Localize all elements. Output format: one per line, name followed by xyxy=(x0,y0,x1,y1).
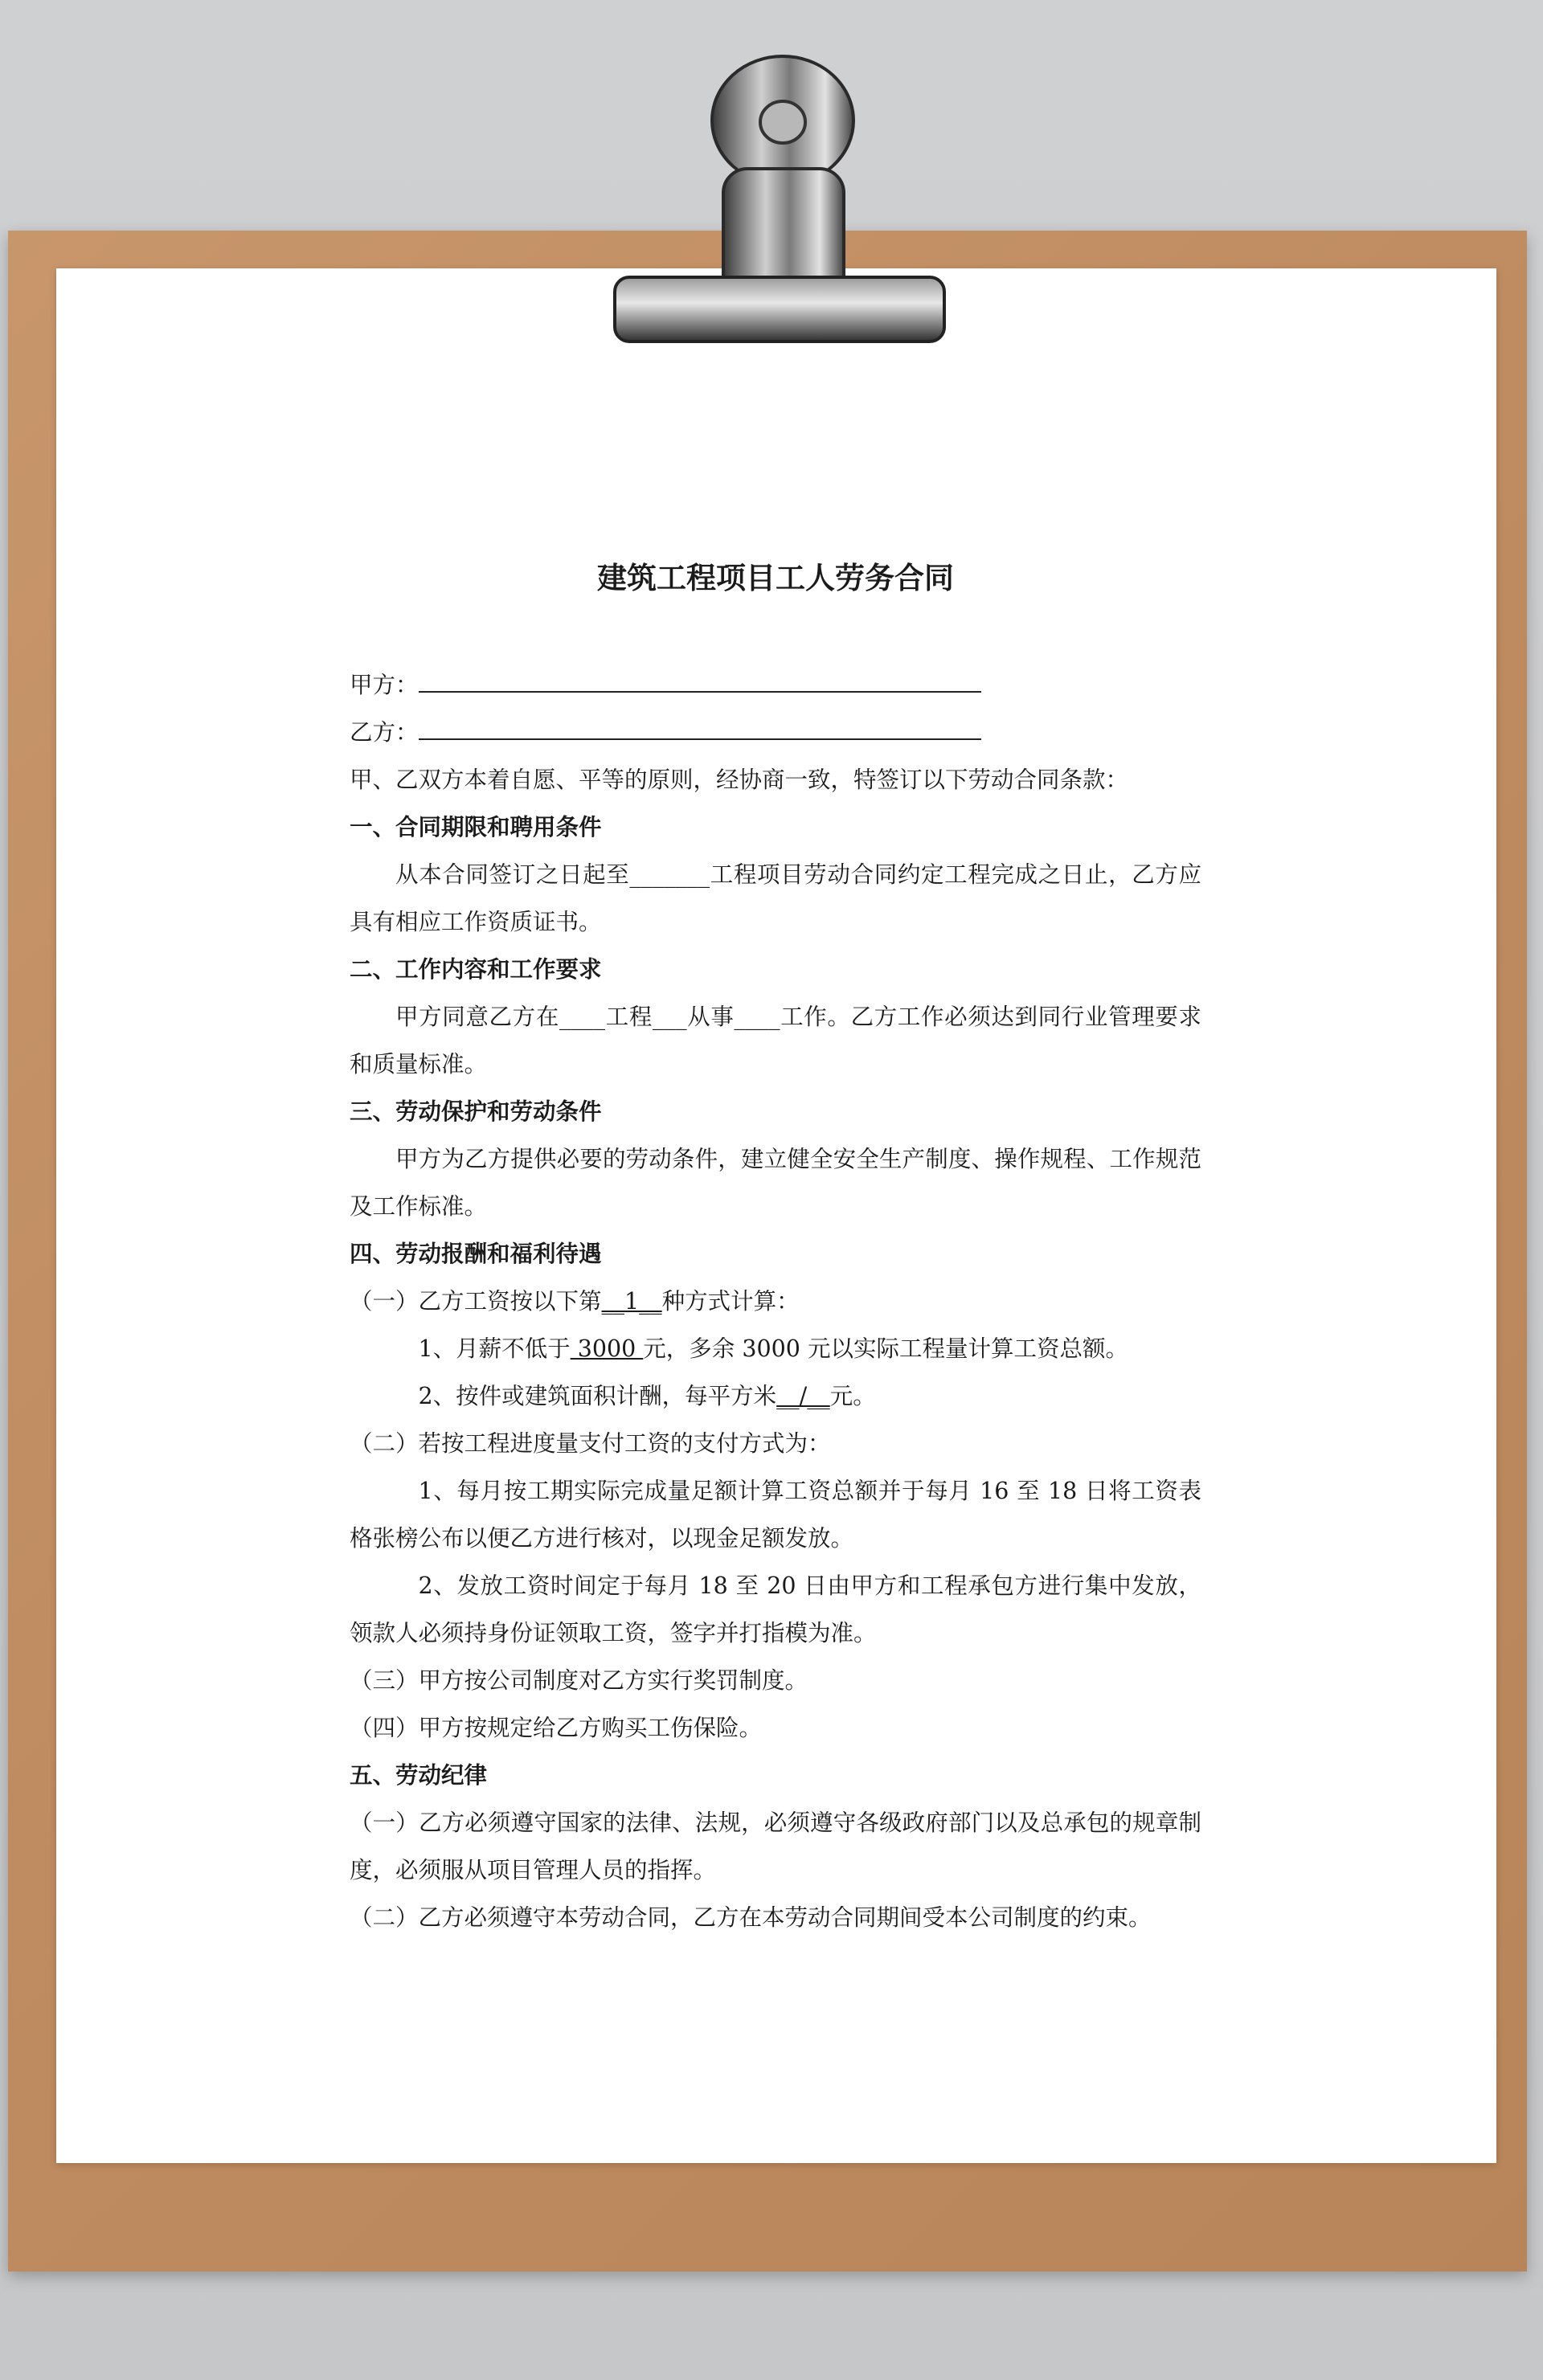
section-4-item-a1 xyxy=(350,1325,1201,1372)
section-4-item-c: （三）甲方按公司制度对乙方实行奖罚制度。 xyxy=(350,1667,808,1694)
item-a2-suffix: 元。 xyxy=(829,1383,876,1409)
item-a-suffix: 种方式计算： xyxy=(661,1288,800,1315)
section-5-item-b: （二）乙方必须遵守本劳动合同，乙方在本劳动合同期间受本公司制度的约束。 xyxy=(350,1904,1152,1931)
section-4-item-b1: 1、每月按工期实际完成量足额计算工资总额并于每月 16 至 18 日将工资表格张榜公布以便乙方进行核对，以现金足额发放。 xyxy=(350,1478,1201,1552)
party-a-blank xyxy=(419,672,981,693)
document-title: 建筑工程项目工人劳务合同 xyxy=(597,561,954,595)
section-3-heading: 三、劳动保护和劳动条件 xyxy=(350,1098,602,1125)
party-a-label: 甲方： xyxy=(350,672,419,698)
party-b-label: 乙方： xyxy=(350,719,419,746)
section-4-item-b: （二）若按工程进度量支付工资的支付方式为： xyxy=(350,1430,831,1457)
item-a1-prefix: 1、月薪不低于 xyxy=(418,1335,571,1362)
section-5-item-a: （一）乙方必须遵守国家的法律、法规，必须遵守各级政府部门以及总承包的规章制度，必须服从项目管理人员的指挥。 xyxy=(350,1810,1201,1883)
section-4-item-a xyxy=(350,1278,1201,1325)
item-a2-value: __/__ xyxy=(776,1383,830,1409)
binder-clip-icon xyxy=(579,48,956,354)
item-a-value: __1__ xyxy=(601,1288,662,1315)
intro-text: 甲、乙双方本着自愿、平等的原则，经协商一致，特签订以下劳动合同条款： xyxy=(350,767,1129,793)
item-a1-value: 3000 xyxy=(570,1335,644,1362)
item-a-prefix: （一）乙方工资按以下第 xyxy=(350,1288,602,1315)
contract-document xyxy=(350,554,1201,1941)
section-1-text: 从本合同签订之日起至_______工程项目劳动合同约定工程完成之日止，乙方应具有相应工作资质证书。 xyxy=(350,861,1201,935)
section-4-item-b2: 2、发放工资时间定于每月 18 至 20 日由甲方和工程承包方进行集中发放，领款人必须持身份证领取工资，签字并打指模为准。 xyxy=(350,1572,1201,1646)
party-a-line xyxy=(350,661,1201,709)
section-1-heading: 一、合同期限和聘用条件 xyxy=(350,814,602,840)
section-4-heading: 四、劳动报酬和福利待遇 xyxy=(350,1241,602,1267)
section-2-text: 甲方同意乙方在____工程___从事____工作。乙方工作必须达到同行业管理要求和质量标准。 xyxy=(350,1004,1201,1078)
section-5-heading: 五、劳动纪律 xyxy=(350,1762,488,1789)
section-3-text: 甲方为乙方提供必要的劳动条件，建立健全安全生产制度、操作规程、工作规范及工作标准。 xyxy=(350,1146,1201,1220)
party-b-blank xyxy=(419,719,981,740)
party-b-line xyxy=(350,709,1201,756)
section-4-item-a2 xyxy=(350,1372,1201,1420)
section-4-item-d: （四）甲方按规定给乙方购买工伤保险。 xyxy=(350,1715,763,1741)
item-a2-prefix: 2、按件或建筑面积计酬，每平方米 xyxy=(418,1383,777,1409)
section-2-heading: 二、工作内容和工作要求 xyxy=(350,956,602,983)
item-a1-suffix: 元，多余 3000 元以实际工程量计算工资总额。 xyxy=(643,1335,1128,1362)
